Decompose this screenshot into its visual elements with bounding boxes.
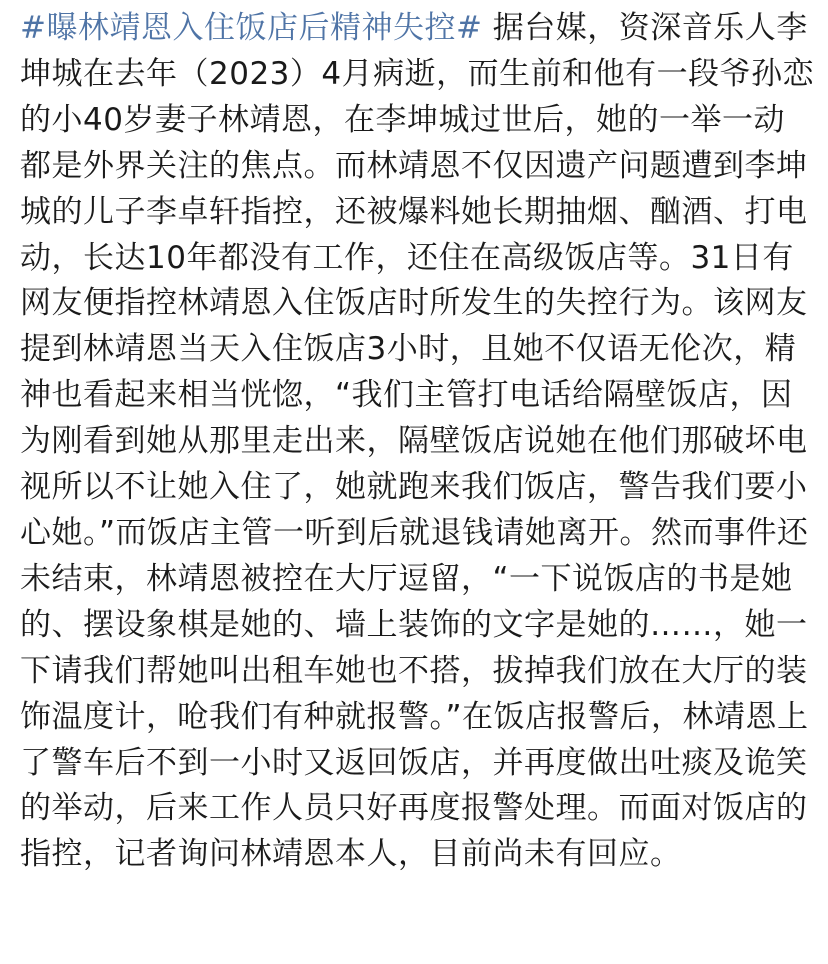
post-body-text: 据台媒，资深音乐人李坤城在去年（2023）4月病逝，而生前和他有一段爷孙恋的小40岁妻子林靖恩，在李坤城过世后，她的一举一动都是外界关注的焦点。而林靖恩不仅因遗产问题遭到李坤城的儿子李卓轩指控，还被爆料她长期抽烟、酗酒、打电动，长达10年都没有工作，还住在高级饭店等。31日有网友便指控林靖恩入住饭店时所发生的失控行为。该网友提到林靖恩当天入住饭店3小时，且她不仅语无伦次，精神也看起来相当恍惚，“我们主管打电话给隔壁饭店，因为刚看到她从那里走出来，隔壁饭店说她在他们那破坏电视所以不让她入住了，她就跑来我们饭店，警告我们要小心她。”而饭店主管一听到后就退钱请她离开。然而事件还未结束，林靖恩被控在大厅逗留，“一下说饭店的书是她的、摆设象棋是她的、墙上装饰的文字是她的……，她一下请我们帮她叫出租车她也不搭，拔掉我们放在大厅的装饰温度计，呛我们有种就报警。”在饭店报警后，林靖恩上了警车后不到一小时又返回饭店，并再度做出吐痰及诡笑的举动，后来工作人员只好再度报警处理。而面对饭店的指控，记者询问林靖恩本人，目前尚未有回应。 — [20, 10, 815, 873]
hashtag-link[interactable]: #曝林靖恩入住饭店后精神失控# — [20, 10, 483, 46]
post-text — [20, 6, 816, 878]
